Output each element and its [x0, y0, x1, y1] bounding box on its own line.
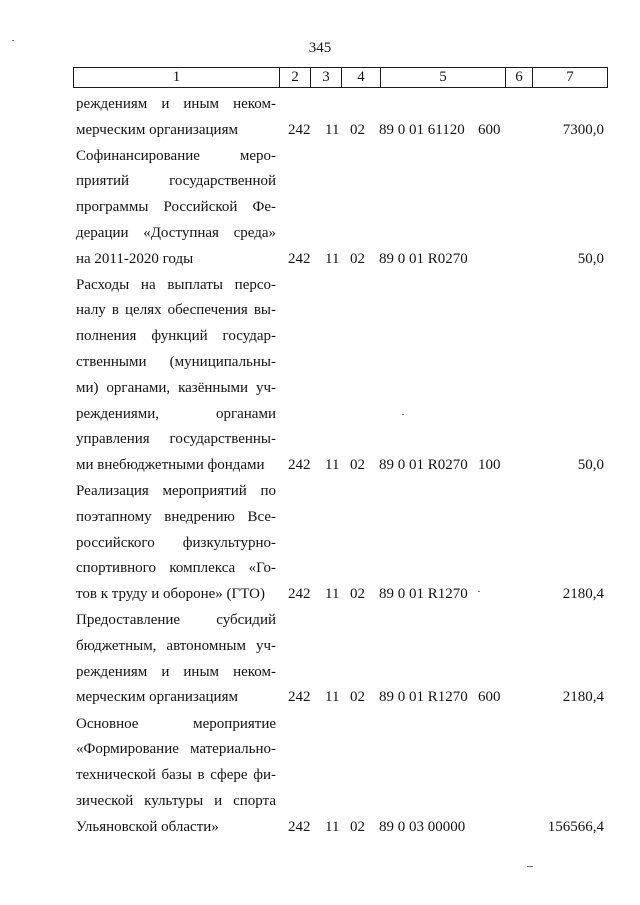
cell-pr: 02	[350, 689, 365, 706]
desc-line: ственными (муниципальны-	[76, 353, 276, 370]
cell-grbs: 242	[288, 121, 311, 138]
desc-line: ми внебюджетными фондами	[76, 457, 265, 474]
scan-speck	[478, 591, 480, 592]
cell-rz: 11	[325, 586, 340, 603]
header-col-6: 6	[506, 68, 533, 88]
scan-speck	[402, 414, 404, 415]
desc-line: Предоставление субсидий	[76, 612, 276, 628]
cell-amount: 50,0	[577, 457, 604, 474]
row-description	[76, 608, 276, 711]
desc-line: Софинансирование меро-	[76, 147, 276, 164]
cell-rz: 11	[325, 121, 340, 138]
cell-pr: 02	[350, 121, 365, 138]
cell-pr: 02	[350, 250, 365, 267]
desc-line: реждениям и иным неком-	[76, 96, 276, 112]
cell-grbs: 242	[288, 818, 311, 835]
row-description	[76, 273, 276, 479]
cell-csr: 89 0 01 R1270	[379, 586, 468, 603]
desc-line: реждениями, органами	[76, 405, 276, 422]
desc-line: реждениям и иным неком-	[76, 663, 276, 680]
table-header	[73, 67, 608, 88]
cell-pr: 02	[350, 586, 365, 603]
cell-grbs: 242	[288, 586, 311, 603]
header-col-5: 5	[381, 68, 506, 88]
desc-line: Расходы на выплаты персо-	[76, 276, 276, 293]
desc-line: «Формирование материально-	[76, 741, 276, 758]
desc-line: Реализация мероприятий по	[76, 483, 276, 499]
cell-csr: 89 0 01 R0270	[379, 250, 468, 267]
header-col-1: 1	[74, 68, 280, 88]
desc-line: российского физкультурно-	[76, 534, 276, 551]
desc-line: программы Российской Фе-	[76, 199, 276, 216]
cell-rz: 11	[325, 457, 340, 474]
cell-grbs: 242	[288, 250, 311, 267]
desc-line: поэтапному внедрению Все-	[76, 508, 276, 525]
desc-line: зической культуры и спорта	[76, 792, 276, 809]
cell-rz: 11	[325, 250, 340, 267]
page-number: 345	[308, 40, 332, 56]
desc-line: управления государственны-	[76, 431, 276, 448]
cell-rz: 11	[325, 818, 340, 835]
cell-csr: 89 0 01 61120	[379, 121, 465, 138]
desc-line: мерческим организациям	[76, 121, 238, 138]
cell-pr: 02	[350, 818, 365, 835]
cell-amount: 2180,4	[562, 586, 604, 603]
desc-line: на 2011-2020 годы	[76, 250, 194, 267]
cell-amount: 50,0	[577, 250, 604, 267]
cell-vr: 600	[478, 689, 501, 706]
desc-line: технической базы в сфере фи-	[76, 767, 276, 784]
desc-line: Основное мероприятие	[76, 715, 276, 732]
cell-grbs: 242	[288, 689, 311, 706]
row-description	[76, 92, 276, 144]
header-col-2: 2	[280, 68, 311, 88]
scan-speck	[527, 866, 533, 867]
cell-vr: 600	[478, 121, 501, 138]
desc-line: мерческим организациям	[76, 689, 238, 706]
header-col-3: 3	[311, 68, 342, 88]
cell-rz: 11	[325, 689, 340, 706]
desc-line: бюджетным, автономным уч-	[76, 637, 276, 654]
desc-line: спортивного комплекса «Го-	[76, 560, 276, 577]
cell-csr: 89 0 01 R0270	[379, 457, 468, 474]
desc-line: приятий государственной	[76, 173, 276, 190]
row-description	[76, 712, 276, 841]
desc-line: налу в целях обеспечения вы-	[76, 302, 276, 319]
cell-amount: 2180,4	[562, 689, 604, 706]
desc-line: ми) органами, казёнными уч-	[76, 379, 276, 396]
cell-amount: 7300,0	[562, 121, 604, 138]
header-col-4: 4	[342, 68, 381, 88]
cell-pr: 02	[350, 457, 365, 474]
desc-line: полнения функций государ-	[76, 328, 276, 345]
cell-amount: 156566,4	[547, 818, 604, 835]
cell-vr: 100	[478, 457, 501, 474]
cell-csr: 89 0 01 R1270	[379, 689, 468, 706]
desc-line: дерации «Доступная среда»	[76, 224, 276, 241]
desc-line: Ульяновской области»	[76, 818, 219, 835]
cell-grbs: 242	[288, 457, 311, 474]
header-col-7: 7	[533, 68, 608, 88]
row-description	[76, 144, 276, 273]
row-description	[76, 479, 276, 608]
cell-csr: 89 0 03 00000	[379, 818, 466, 835]
desc-line: тов к труду и обороне» (ГТО)	[76, 586, 266, 603]
scan-speck	[12, 40, 14, 41]
